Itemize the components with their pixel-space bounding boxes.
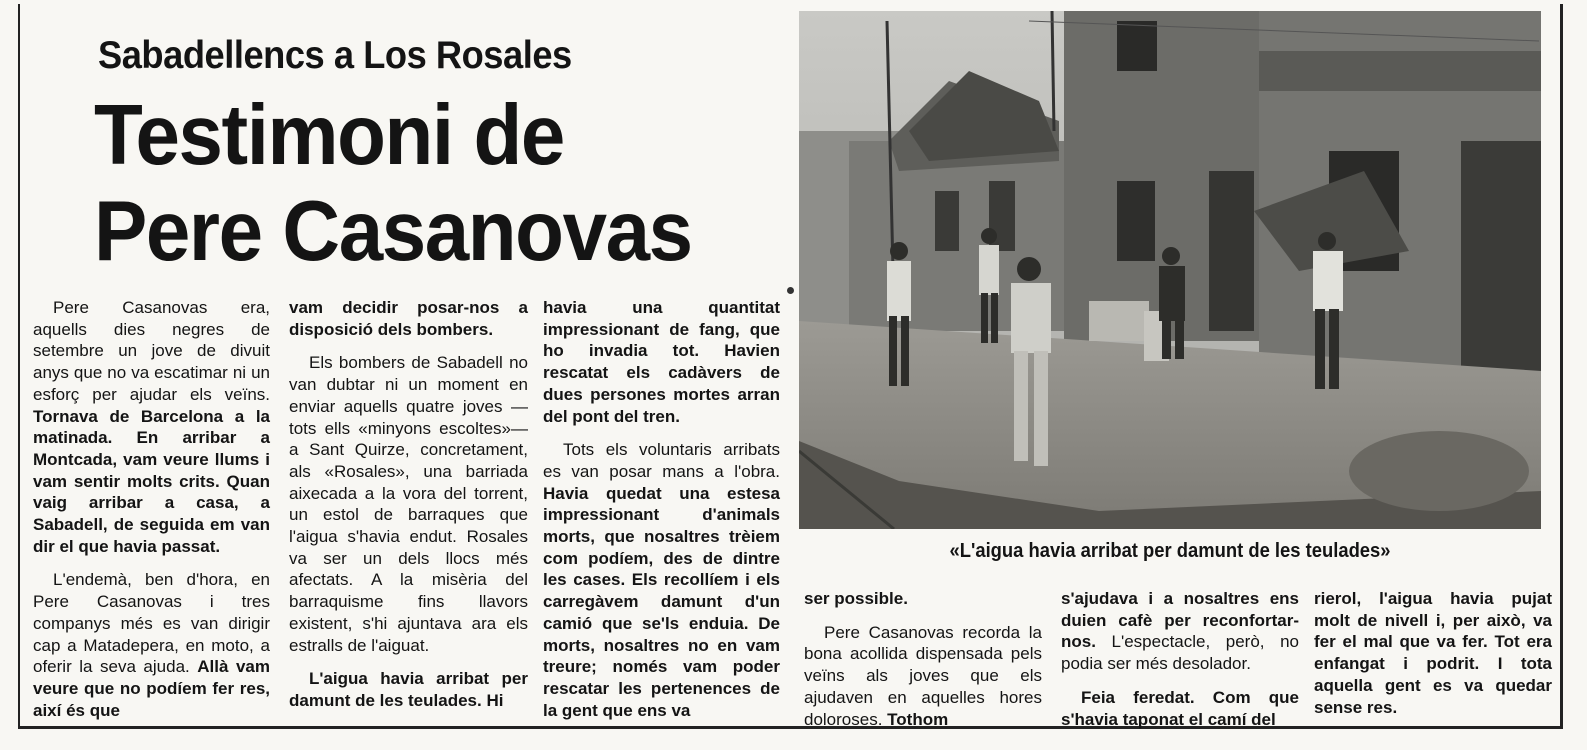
- paragraph: Pere Casanovas recorda la bona acollida dispensada pels veïns als joves que els ajudaven en aquelles hores doloroses. Tothom: [804, 622, 1042, 729]
- paragraph: Tots els voluntaris arribats es van posar mans a l'obra. Havia quedat una estesa impressionant d'animals morts, que nosaltres trèiem com podíem, des de dintre les cases. Els recollíem i els carregàvem damunt d'un camió que se'ls enduia. De morts, nosaltres no en vam treure; només vam poder rescatar les pertenences de la gent que ens va: [543, 440, 780, 720]
- article-kicker: Sabadellencs a Los Rosales: [98, 34, 572, 77]
- text-column-5: [1061, 588, 1299, 742]
- paragraph: havia una quantitat impressionant de fang, que ho invadia tot. Havien rescatat els cadàvers de dues persones mortes arran del pont del tren.: [543, 298, 780, 426]
- text-column-6: [1314, 588, 1552, 730]
- print-speck: [787, 287, 794, 294]
- text-column-4: [804, 588, 1042, 742]
- paragraph: vam decidir posar-nos a disposició dels bombers.: [289, 298, 528, 339]
- photo-caption: «L'aigua havia arribat per damunt de les teulades»: [949, 540, 1391, 562]
- headline-line-2: Pere Casanovas: [94, 184, 692, 279]
- text-column-3: [543, 297, 780, 733]
- paragraph: Feia feredat. Com que s'havia taponat el camí del: [1061, 687, 1299, 729]
- text-column-2: [289, 297, 528, 724]
- paragraph: rierol, l'aigua havia pujat molt de nivell i, per això, va fer el mal que va fer. Tot era enfangat i podrit. I tota aquella gent es va quedar sense res.: [1314, 589, 1552, 717]
- article-headline: [94, 88, 692, 280]
- paragraph: Els bombers de Sabadell no van dubtar ni un moment en enviar aquells quatre joves —tots ells «minyons escoltes»— a Sant Quirze, concretament, als «Rosales», una barriada aixecada a la vora del torrent, un estol de barraques que l'aigua s'havia endut. Rosales va ser un dels llocs més afectats. A la misèria del barraquisme fins llavors existent, s'hi ajuntava ara els estralls de l'aiguat.: [289, 353, 528, 655]
- text-column-1: [33, 297, 270, 733]
- paragraph: L'endemà, ben d'hora, en Pere Casanovas i tres companys més es van dirigir cap a Matadepera, en moto, a oferir la seva ajuda. Allà vam veure que no podíem fer res, així és que: [33, 570, 270, 720]
- paragraph: ser possible.: [804, 589, 908, 608]
- paragraph: Pere Casanovas era, aquells dies negres de setembre un jove de divuit anys que no va escatimar ni un esforç per ajudar els veïns. Tornava de Barcelona a la matinada. En arribar a Montcada, vam veure llums i vam sentir molts crits. Quan vaig arribar a casa, a Sabadell, de seguida em van dir el que havia passat.: [33, 298, 270, 556]
- paragraph: L'aigua havia arribat per damunt de les teulades. Hi: [289, 669, 528, 710]
- flood-street-photo-illustration: [799, 11, 1541, 529]
- headline-line-1: Testimoni de: [94, 88, 564, 183]
- flood-photo: [799, 11, 1541, 529]
- paragraph: s'ajudava i a nosaltres ens duien cafè per reconfortar-nos. L'espectacle, però, no podia ser més desolador.: [1061, 589, 1299, 674]
